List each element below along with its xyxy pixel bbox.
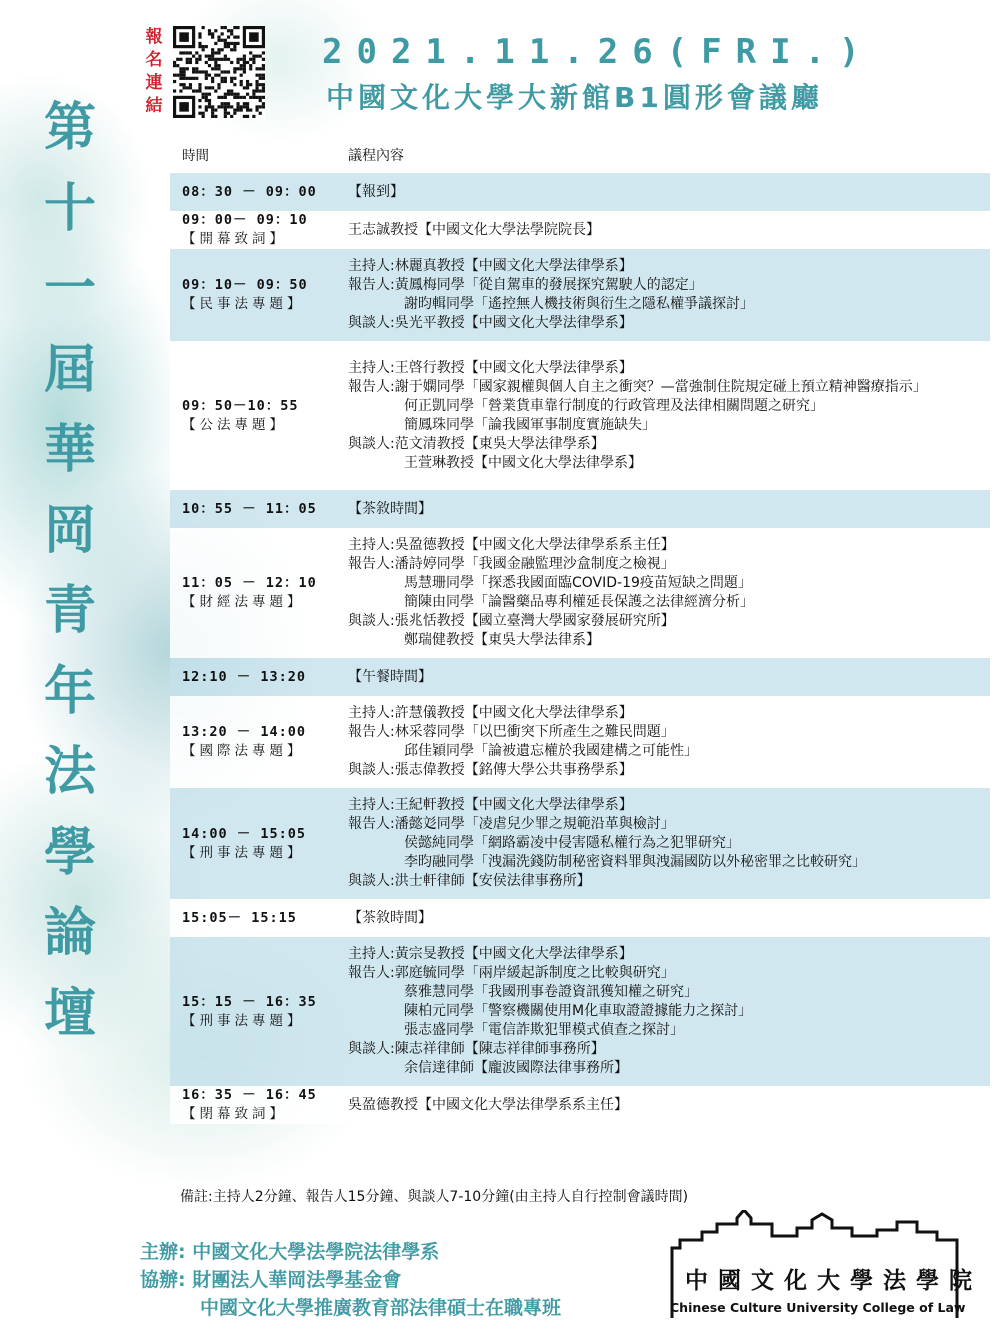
agenda-line: 蔡雅慧同學「我國刑事卷證資訊獲知權之研究」 [404,984,698,1000]
organizer: 主辦: 中國文化大學法學院法律學系 [140,1241,440,1263]
agenda-line: 何正凱同學「營業貨車靠行制度的行政管理及法律相關問題之研究」 [404,397,824,414]
agenda-row [170,211,990,249]
agenda-row [170,249,990,341]
agenda-content [342,668,990,687]
title-char: 學 [43,822,96,883]
co-organizer: 協辦: 財團法人華岡法學基金會 [140,1269,402,1291]
qr-label-char: 連 [145,73,163,93]
header-time: 時間 [182,147,209,164]
agenda-line: 謝昀輯同學「遙控無人機技術與衍生之隱私權爭議探討」 [404,296,754,312]
agenda-content [342,1096,990,1115]
registration-link-label [143,26,165,118]
agenda-line: 侯懿純同學「網路霸凌中侵害隱私權行為之犯罪研究」 [404,835,740,851]
qr-label-char: 報 [145,27,163,47]
session-name: 【財經法專題】 [182,594,305,610]
agenda-time [170,668,342,687]
time-range: 11：05 － 12：10 [182,575,317,591]
time-range: 16：35 － 16：45 [182,1087,317,1103]
time-range: 12:10 － 13:20 [182,668,307,685]
agenda-row [170,899,990,937]
agenda-table [170,139,990,1124]
agenda-line: 主持人:許慧儀教授【中國文化大學法律學系】 [348,705,633,721]
agenda-content [342,909,990,928]
time-range: 13:20 － 14:00 [182,724,307,740]
note: 備註:主持人2分鐘、報告人15分鐘、與談人7-10分鐘(由主持人自行控制會議時間) [180,1189,689,1205]
agenda-line: 主持人:吳盈德教授【中國文化大學法律學系系主任】 [348,537,675,553]
agenda-line: 報告人:謝于嫻同學「國家親權與個人自主之衝突？—當強制住院規定碰上預立精神醫療指示」 [348,378,927,395]
agenda-line: 【茶敘時間】 [348,500,432,517]
session-name: 【民事法專題】 [182,296,305,312]
agenda-line: 與談人:張兆恬教授【國立臺灣大學國家發展研究所】 [348,613,675,629]
agenda-line: 陳柏元同學「警察機關使用M化車取證證據能力之探討」 [404,1003,753,1019]
agenda-row [170,528,990,658]
title-char: 壇 [43,983,96,1044]
event-date: 2021.11.26(FRI.) [322,32,874,72]
agenda-content [342,500,990,519]
agenda-line: 報告人:林采蓉同學「以巴衝突下所產生之難民問題」 [348,724,675,740]
agenda-time [170,183,342,202]
title-char: 屆 [43,339,96,400]
co-organizer-2: 中國文化大學推廣教育部法律碩士在職專班 [200,1297,562,1319]
time-range: 15:05－ 15:15 [182,909,297,926]
agenda-line: 邱佳穎同學「論被遺忘權於我國建構之可能性」 [404,743,698,759]
title-char: 第 [43,98,96,158]
logo-english-name: Chinese Culture University College of Law [670,1300,966,1315]
logo-chinese-name: 中國文化大學法學院 [685,1267,982,1294]
agenda-line: 【報到】 [348,183,404,200]
agenda-time [170,1086,342,1124]
agenda-line: 與談人:張志偉教授【銘傳大學公共事務學系】 [348,762,633,778]
agenda-time [170,825,342,863]
agenda-content [342,704,990,780]
agenda-time [170,909,342,928]
agenda-line: 【午餐時間】 [348,668,432,685]
session-name: 【公法專題】 [182,416,287,433]
title-char: 論 [43,903,96,963]
agenda-row [170,696,990,788]
agenda-time [170,993,342,1031]
agenda-content [342,796,990,891]
agenda-content [342,183,990,202]
agenda-time [170,211,342,249]
session-name: 【刑事法專題】 [182,1012,305,1029]
agenda-line: 與談人:吳光平教授【中國文化大學法律學系】 [348,315,633,331]
organizers [140,1238,561,1322]
title-char: 法 [43,742,96,802]
session-name: 【開幕致詞】 [182,231,287,247]
agenda-line: 簡鳳珠同學「論我國軍事制度實施缺失」 [404,416,656,433]
agenda-line: 報告人:潘詩婷同學「我國金融監理沙盒制度之檢視」 [348,556,675,572]
agenda-line: 報告人:黃鳳梅同學「從自駕車的發展探究駕駛人的認定」 [348,277,703,293]
session-name: 【閉幕致詞】 [182,1106,287,1122]
agenda-row [170,341,990,490]
session-name: 【刑事法專題】 [182,844,305,861]
agenda-time [170,276,342,314]
agenda-content [342,945,990,1078]
agenda-line: 與談人:洪士軒律師【安侯法律事務所】 [348,873,591,889]
agenda-time [170,500,342,519]
agenda-time [170,723,342,761]
title-char: 一 [43,259,96,319]
title-char: 岡 [43,500,96,561]
agenda-line: 與談人:陳志祥律師【陳志祥律師事務所】 [348,1041,605,1057]
agenda-line: 主持人:黃宗旻教授【中國文化大學法律學系】 [348,946,633,962]
time-range: 14:00 － 15:05 [182,825,307,842]
agenda-row [170,490,990,528]
agenda-line: 【茶敘時間】 [348,909,432,926]
agenda-row [170,788,990,899]
agenda-line: 王志誠教授【中國文化大學法學院院長】 [348,221,600,238]
title-char: 華 [43,420,96,480]
title-char: 十 [43,178,96,239]
table-header [170,139,990,173]
agenda-content [342,359,990,473]
time-range: 08：30 － 09：00 [182,183,317,200]
agenda-row [170,937,990,1086]
agenda-content [342,221,990,240]
agenda-line: 吳盈德教授【中國文化大學法律學系系主任】 [348,1096,628,1113]
agenda-line: 主持人:王紀軒教授【中國文化大學法律學系】 [348,797,633,813]
agenda-line: 主持人:林麗真教授【中國文化大學法律學系】 [348,258,633,274]
agenda-line: 余信達律師【龐波國際法律事務所】 [404,1060,628,1076]
agenda-content [342,536,990,650]
agenda-time [170,397,342,435]
event-venue: 中國文化大學大新館B1圓形會議廳 [326,81,823,114]
time-range: 09：50－10：55 [182,397,299,414]
agenda-line: 李昀融同學「洩漏洗錢防制秘密資料罪與洩漏國防以外秘密罪之比較研究」 [404,854,866,870]
agenda-line: 鄭瑞健教授【東吳大學法律系】 [404,632,600,648]
time-range: 15：15 － 16：35 [182,993,317,1010]
qr-label-char: 名 [145,50,163,70]
qr-code-icon[interactable] [173,26,265,118]
agenda-time [170,574,342,612]
agenda-row [170,1086,990,1124]
agenda-line: 王萱琳教授【中國文化大學法律學系】 [404,454,642,471]
agenda-line: 報告人:郭庭毓同學「兩岸緩起訴制度之比較與研究」 [348,965,675,981]
agenda-line: 張志盛同學「電信詐欺犯罪模式偵查之探討」 [404,1022,684,1038]
agenda-line: 與談人:范文清教授【東吳大學法律學系】 [348,435,605,452]
agenda-row [170,173,990,211]
title-char: 青 [43,581,96,641]
agenda-line: 主持人:王啓行教授【中國文化大學法律學系】 [348,359,633,376]
session-name: 【國際法專題】 [182,743,305,759]
time-range: 10：55 － 11：05 [182,500,317,517]
title-char: 年 [43,661,96,722]
forum-title-vertical [40,88,100,1054]
agenda-row [170,658,990,696]
agenda-line: 簡陳由同學「論醫藥品專利權延長保護之法律經濟分析」 [404,594,754,610]
qr-label-char: 結 [145,96,163,116]
agenda-line: 馬慧珊同學「探悉我國面臨COVID-19疫苗短缺之問題」 [404,575,752,591]
agenda-content [342,257,990,333]
time-range: 09：00－ 09：10 [182,212,308,228]
time-range: 09：10－ 09：50 [182,277,308,293]
agenda-line: 報告人:潘懿彣同學「凌虐兒少罪之規範沿革與檢討」 [348,816,675,832]
header-content: 議程內容 [348,147,404,164]
